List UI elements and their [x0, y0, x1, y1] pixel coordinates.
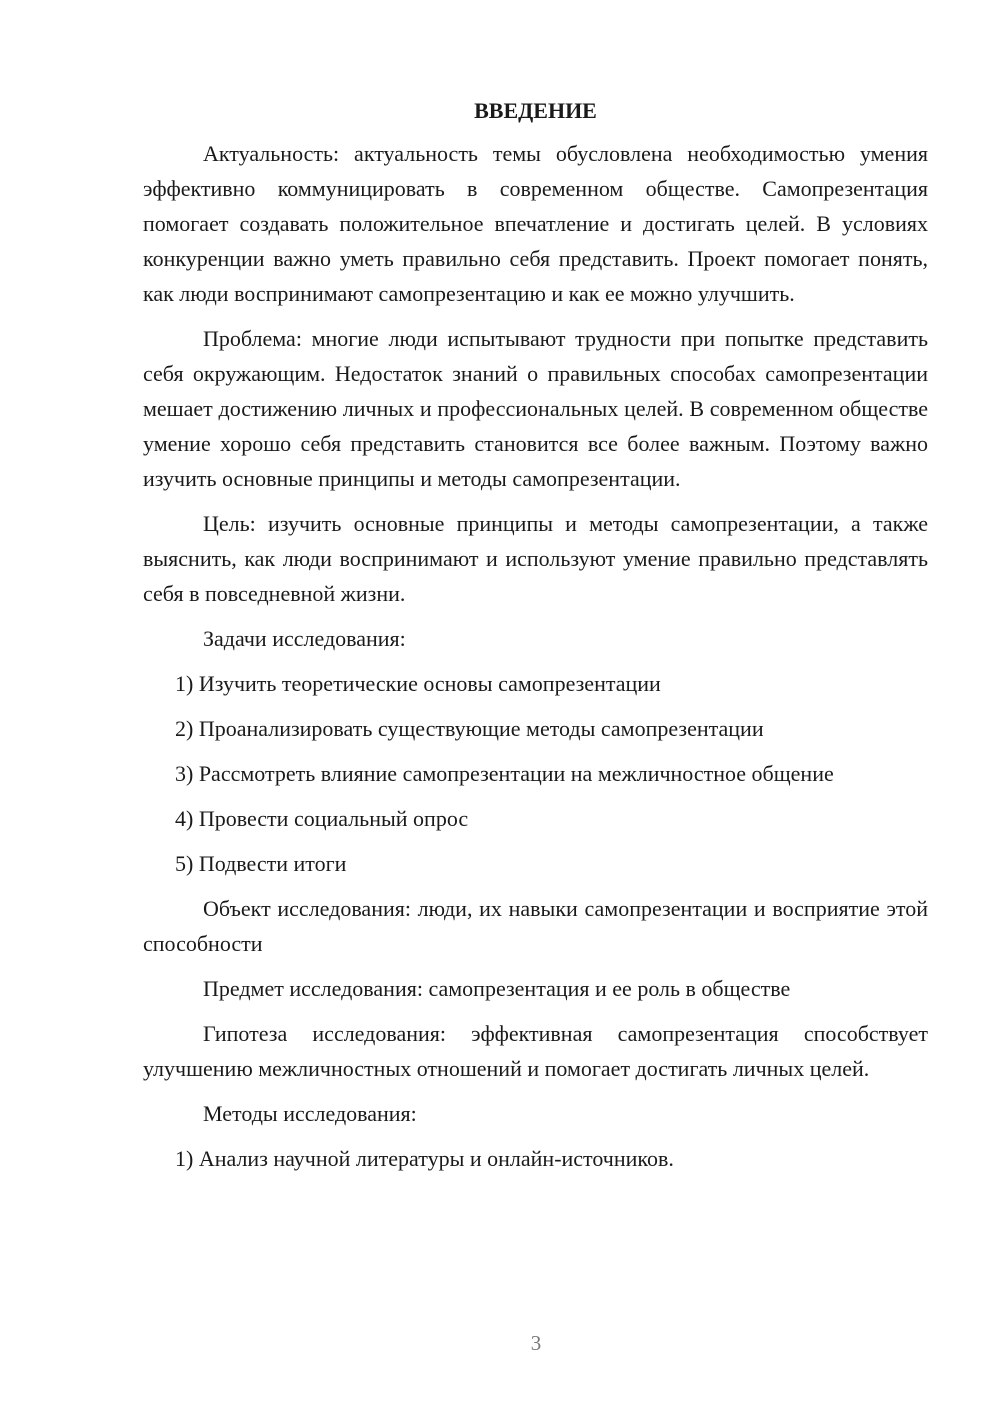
relevance-paragraph: Актуальность: актуальность темы обусловлена необходимостью умения эффективно коммуницировать в современном обществе. Самопрезентация помогает создавать положительное впечатление и достигать целей. В условиях конкуренции важно уметь правильно себя представить. Проект помогает понять, как люди воспринимают самопрезентацию и как ее можно улучшить.	[143, 141, 928, 306]
methods-heading: Методы исследования:	[203, 1101, 417, 1126]
goal-paragraph: Цель: изучить основные принципы и методы самопрезентации, а также выяснить, как люди воспринимают и используют умение правильно представлять себя в повседневной жизни.	[143, 511, 928, 606]
page-number: 3	[530, 1331, 542, 1355]
hypothesis-paragraph: Гипотеза исследования: эффективная самопрезентация способствует улучшению межличностных отношений и помогает достигать личных целей.	[143, 1021, 928, 1081]
section-title: ВВЕДЕНИЕ	[474, 98, 597, 123]
task-item: 5) Подвести итоги	[175, 851, 347, 876]
method-item: 1) Анализ научной литературы и онлайн-источников.	[175, 1146, 674, 1171]
tasks-heading: Задачи исследования:	[203, 626, 406, 651]
task-item: 4) Провести социальный опрос	[175, 806, 469, 831]
document-page	[143, 96, 928, 1186]
problem-paragraph: Проблема: многие люди испытывают трудности при попытке представить себя окружающим. Недостаток знаний о правильных способах самопрезентации мешает достижению личных и профессиональных целей. В современном обществе умение хорошо себя представить становится все более важным. Поэтому важно изучить основные принципы и методы самопрезентации.	[143, 326, 928, 491]
task-item: 3) Рассмотреть влияние самопрезентации на межличностное общение	[175, 761, 834, 786]
task-item: 1) Изучить теоретические основы самопрезентации	[175, 671, 661, 696]
task-item: 2) Проанализировать существующие методы самопрезентации	[175, 716, 764, 741]
subject-paragraph: Предмет исследования: самопрезентация и ее роль в обществе	[203, 976, 791, 1001]
object-paragraph: Объект исследования: люди, их навыки самопрезентации и восприятие этой способности	[143, 896, 928, 956]
